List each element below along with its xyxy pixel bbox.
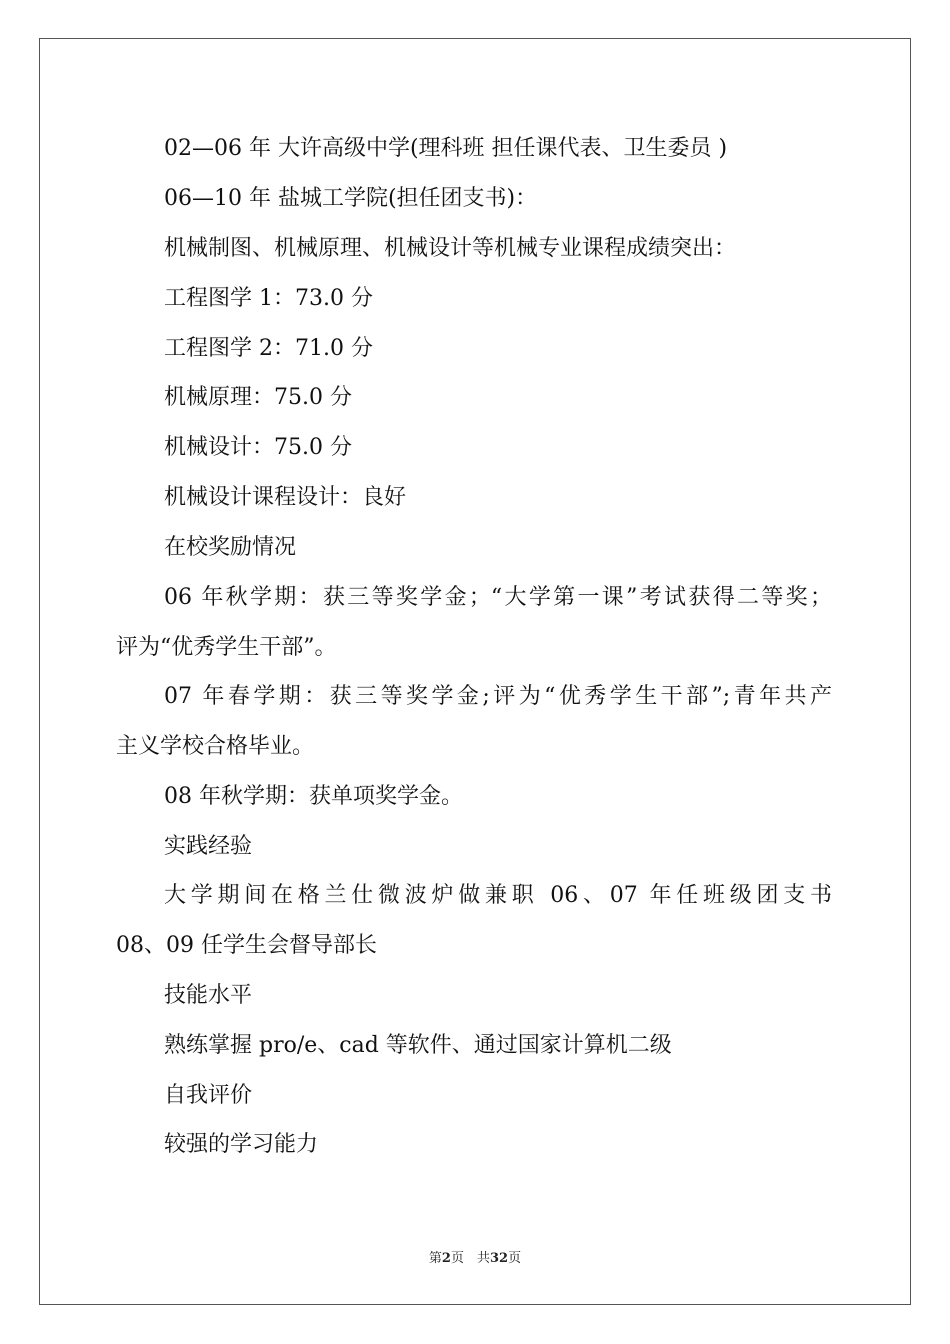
grade-line: 机械设计：75.0 分 [164,435,352,460]
footer-suffix: 页 [508,1251,522,1266]
section-heading-practice: 实践经验 [164,834,253,859]
practice-line-cont: 08、09 任学生会督导部长 [116,933,377,958]
footer-page-total: 32 [489,1251,509,1266]
grade-line: 机械原理：75.0 分 [164,385,352,410]
page-footer [0,1247,950,1266]
grade-line: 工程图学 2：71.0 分 [164,336,373,361]
footer-page-number: 2 [441,1251,451,1266]
practice-line: 大学期间在格兰仕微波炉做兼职 06、07 年任班级团支书 [164,883,832,908]
self-evaluation-line: 较强的学习能力 [164,1132,319,1157]
award-line-cont: 评为“优秀学生干部”。 [116,635,337,660]
section-heading-awards: 在校奖励情况 [164,535,297,560]
grade-line: 机械设计课程设计：良好 [164,485,407,510]
award-line: 07 年春学期：获三等奖学金;评为“优秀学生干部”;青年共产 [164,684,832,709]
skills-line: 熟练掌握 pro/e、cad 等软件、通过国家计算机二级 [164,1033,672,1058]
courses-intro: 机械制图、机械原理、机械设计等机械专业课程成绩突出： [164,236,737,261]
footer-mid: 页 共 [450,1251,490,1266]
award-line: 08 年秋学期：获单项奖学金。 [164,784,463,809]
section-heading-skills: 技能水平 [164,983,253,1008]
education-line-2: 06—10 年 盐城工学院(担任团支书)： [164,186,538,211]
grade-line: 工程图学 1：73.0 分 [164,286,373,311]
footer-prefix: 第 [428,1251,442,1266]
section-heading-self-evaluation: 自我评价 [164,1083,253,1108]
education-line-1: 02—06 年 大许高级中学(理科班 担任课代表、卫生委员 ) [164,136,728,161]
award-line: 06 年秋学期：获三等奖学金；“大学第一课”考试获得二等奖； [164,585,832,610]
award-line-cont: 主义学校合格毕业。 [116,734,315,759]
